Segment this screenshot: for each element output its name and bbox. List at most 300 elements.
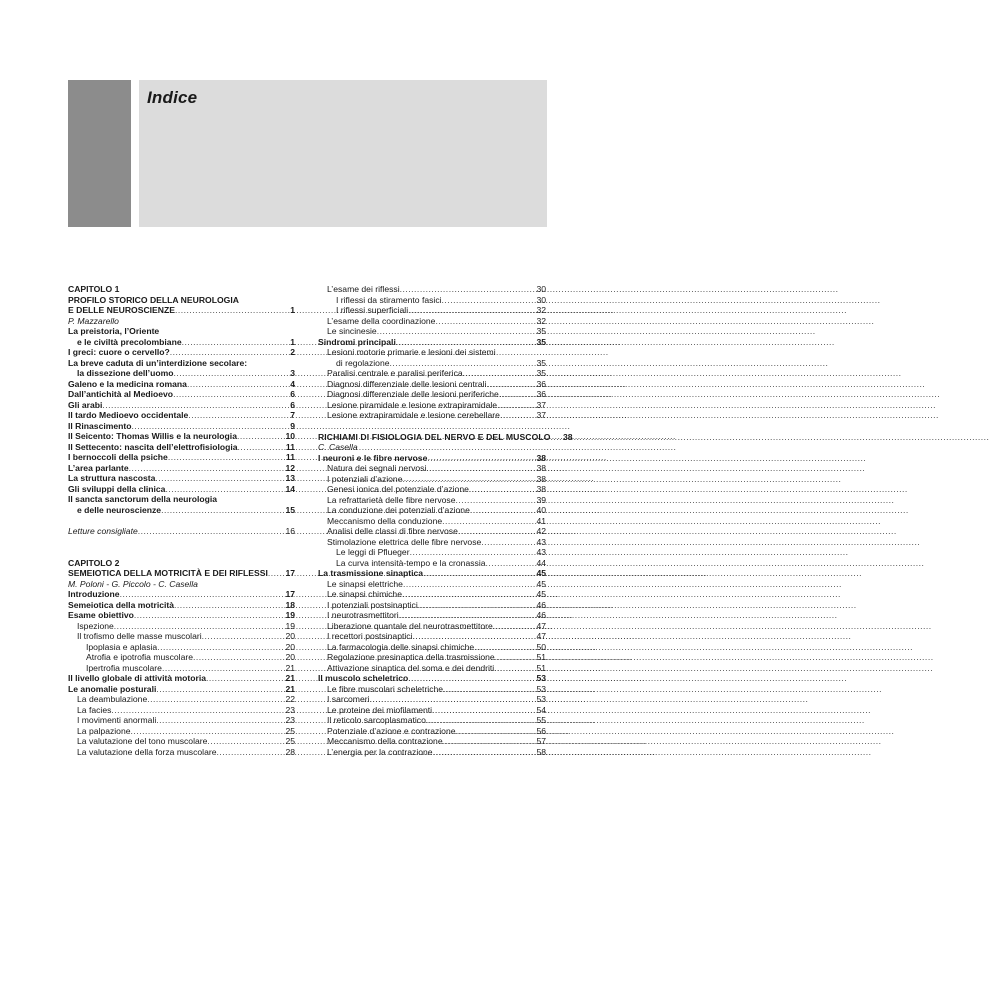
toc-entry[interactable] [318, 316, 546, 327]
toc-entry-page: 12 [285, 462, 295, 473]
toc-entry[interactable] [318, 736, 546, 747]
toc-entry-page: 35 [536, 336, 546, 347]
dot-leader [155, 473, 279, 484]
toc-entry[interactable] [68, 400, 295, 411]
toc-entry-title: Diagnosi differenziale delle lesioni periferiche. [327, 389, 502, 399]
toc-entry-page: 11 [285, 441, 295, 452]
toc-entry-page: 46 [536, 610, 546, 620]
dot-leader [443, 736, 530, 747]
dot-leader [114, 621, 279, 632]
toc-entry-page: 44 [536, 557, 546, 568]
toc-entry-title: Semeiotica della motricità [68, 599, 175, 610]
toc-entry[interactable] [318, 715, 546, 726]
dot-leader [170, 347, 279, 358]
toc-entry[interactable] [68, 705, 295, 716]
dot-leader [501, 389, 530, 400]
dot-leader [403, 579, 530, 590]
toc-entry-page: 37 [536, 399, 546, 410]
dot-leader [161, 505, 279, 516]
toc-entry-title: La facies [77, 704, 112, 715]
toc-entry[interactable] [318, 621, 546, 632]
toc-entry-page: 10 [285, 431, 295, 441]
toc-entry[interactable] [318, 295, 546, 306]
toc-entry-page: 45 [536, 578, 546, 589]
toc-entry[interactable] [68, 589, 295, 600]
dot-leader [188, 410, 279, 421]
toc-entry-page: 38 [536, 473, 546, 484]
toc-entry-page: 16 [285, 526, 295, 536]
toc-entry[interactable] [68, 442, 295, 453]
toc-entry[interactable] [68, 631, 295, 642]
toc-entry-page: 45 [536, 589, 546, 599]
toc-entry-title: Dall’antichità al Medioevo [68, 389, 174, 399]
toc-entry[interactable] [318, 305, 546, 316]
dot-leader [432, 705, 530, 716]
dot-leader [470, 505, 530, 516]
toc-entry[interactable] [68, 568, 295, 579]
toc-entry[interactable] [318, 337, 546, 348]
dot-leader [474, 642, 530, 653]
toc-entry[interactable] [318, 516, 546, 527]
toc-entry-page: 13 [285, 473, 295, 483]
toc-entry[interactable] [318, 474, 546, 485]
toc-entry-page: 18 [285, 599, 295, 610]
toc-entry-page: 3 [290, 368, 295, 378]
toc-entry[interactable] [318, 431, 573, 443]
toc-entry-page: 39 [536, 494, 546, 505]
dot-leader [500, 410, 530, 421]
toc-entry-page: 6 [290, 389, 295, 399]
toc-entry-page: 20 [285, 641, 295, 652]
toc-entry-title: di regolazione [336, 357, 390, 368]
toc-entry[interactable] [318, 547, 546, 558]
toc-entry[interactable] [68, 684, 295, 695]
dot-leader [423, 568, 530, 579]
toc-entry-title: RICHIAMI DI FISIOLOGIA DEL NERVO E DEL MUSCOLO [318, 431, 551, 442]
toc-entry[interactable] [68, 505, 295, 516]
toc-entry-page: 25 [285, 725, 295, 736]
dot-leader [426, 463, 530, 474]
toc-entry-title: La farmacologia delle sinapsi chimiche [327, 641, 475, 652]
toc-entry-title: Atrofia e ipotrofia muscolare [86, 652, 193, 662]
toc-entry-title: Sindromi principali [318, 336, 396, 347]
toc-entry-page: 43 [536, 536, 546, 547]
toc-entry-title: La deambulazione [77, 694, 148, 704]
toc-heading: CAPITOLO 1 [68, 284, 120, 294]
toc-entry[interactable] [68, 463, 295, 474]
toc-entry-page: 56 [536, 725, 546, 736]
toc-entry[interactable] [68, 621, 295, 632]
toc-entry[interactable] [68, 726, 295, 737]
toc-entry-page: 9 [290, 420, 295, 431]
toc-entry-page: 14 [285, 483, 295, 494]
dot-leader [131, 726, 279, 737]
dot-leader [237, 431, 279, 442]
toc-entry[interactable] [318, 410, 546, 421]
toc-entry-title: Le fibre muscolari scheletriche [327, 683, 444, 694]
toc-entry-page: 35 [536, 368, 546, 378]
toc-entry[interactable] [68, 600, 295, 611]
toc-entry-page: 57 [536, 736, 546, 746]
dot-leader [111, 705, 279, 716]
toc-entry-page: 17 [285, 589, 295, 599]
toc-entry-page: 38 [536, 452, 546, 463]
dot-leader [187, 379, 279, 390]
dot-leader [458, 526, 530, 537]
dot-leader [182, 337, 279, 348]
toc-entry[interactable] [68, 431, 295, 442]
toc-entry[interactable] [68, 389, 295, 400]
dot-leader [486, 379, 530, 390]
toc-entry-page: 45 [536, 568, 546, 578]
toc-entry-page: 11 [285, 452, 295, 462]
chapter-author: P. Mazzarello [68, 315, 119, 326]
toc-entry[interactable] [318, 526, 546, 537]
toc-entry-title: I recettori postsinaptici [327, 631, 413, 641]
toc-entry[interactable] [318, 379, 546, 390]
toc-heading: CAPITOLO 2 [68, 557, 120, 568]
toc-entry-title: Gli arabi [68, 399, 103, 410]
toc-entry[interactable] [318, 389, 546, 400]
toc-entry-title: I riflessi da stiramento fasici [336, 294, 442, 305]
toc-entry-title: Le sincinesie [327, 326, 377, 336]
toc-entry-title: Il Seicento: Thomas Willis e la neurologia [68, 431, 237, 441]
dot-leader [396, 337, 530, 348]
toc-entry[interactable] [318, 705, 546, 716]
toc-entry-page: 38 [536, 484, 546, 494]
toc-entry-title: Analisi delle classi di fibre nervose [327, 526, 458, 536]
toc-entry-page: 20 [285, 652, 295, 662]
toc-entry-title: L’area parlante [68, 462, 129, 473]
toc-entry-page: 30 [536, 284, 546, 294]
dot-leader [469, 484, 530, 495]
toc-entry[interactable] [68, 337, 295, 348]
dot-leader [156, 715, 279, 726]
toc-entry-title: Le sinapsi elettriche [327, 578, 403, 589]
toc-entry[interactable] [68, 694, 295, 705]
toc-entry-title: Le leggi di Pflueger [336, 547, 410, 557]
toc-entry[interactable] [68, 747, 295, 758]
toc-entry[interactable] [318, 505, 546, 516]
toc-entry[interactable] [68, 305, 295, 316]
toc-entry-title: Lesione piramidale e lesione extrapiramidale [327, 399, 498, 410]
dot-leader [486, 558, 530, 569]
toc-entry-page: 1 [290, 336, 295, 347]
toc-entry-page: 37 [536, 410, 546, 420]
toc-entry-title: Ipoplasia e aplasia [86, 641, 158, 652]
toc-entry-title: I neuroni e le fibre nervose [318, 452, 428, 463]
toc-entry-page: 35 [536, 357, 546, 368]
toc-entry-title: Paralisi centrale e paralisi periferica [327, 368, 463, 378]
toc-entry-title: Esame obiettivo [68, 610, 134, 620]
toc-entry-title: Il muscolo scheletrico [318, 673, 409, 683]
toc-entry-title: I movimenti anormali [77, 715, 157, 725]
toc-entry-page: 21 [285, 662, 295, 673]
dot-leader [120, 589, 279, 600]
toc-entry[interactable] [318, 537, 546, 548]
toc-entry-title: Il reticolo sarcoplasmatico [327, 715, 426, 725]
toc-entry-title: e delle neuroscienze [77, 504, 162, 515]
toc-entry-page: 53 [536, 694, 546, 704]
toc-entry-title: L’esame della coordinazione [327, 315, 436, 326]
toc-entry-title: Letture consigliate [68, 526, 138, 536]
dot-leader [443, 684, 530, 695]
toc-entry-page: 4 [290, 378, 295, 389]
dot-leader [268, 568, 279, 579]
dot-leader [193, 652, 279, 663]
toc-entry-page: 17 [285, 568, 295, 578]
toc-entry[interactable] [318, 652, 546, 663]
toc-entry-page: 28 [285, 746, 295, 757]
toc-entry[interactable] [318, 579, 546, 590]
toc-heading: La preistoria, l’Oriente [68, 326, 160, 336]
toc-entry[interactable] [68, 452, 295, 463]
toc-entry[interactable] [318, 453, 546, 464]
toc-entry[interactable] [68, 484, 295, 495]
toc-entry[interactable] [318, 642, 546, 653]
toc-entry-title: Il Rinascimento [68, 420, 132, 431]
toc-entry-title: La refrattarietà delle fibre nervose [327, 494, 456, 505]
dot-leader [157, 642, 279, 653]
toc-entry-page: 54 [536, 704, 546, 715]
toc-entry[interactable] [318, 495, 546, 506]
toc-entry-title: L’esame dei riflessi [327, 284, 400, 294]
dot-leader [174, 600, 279, 611]
toc-entry[interactable] [68, 421, 295, 432]
toc-entry-title: Introduzione [68, 589, 120, 599]
toc-entry-page: 47 [536, 620, 546, 631]
toc-entry[interactable] [318, 684, 546, 695]
toc-entry-title: Le proteine dei miofilamenti [327, 704, 433, 715]
toc-entry-title: L’energia per la contrazione [327, 746, 433, 757]
dot-leader [162, 663, 279, 674]
spacer [68, 537, 295, 558]
toc-entry-page: 46 [536, 599, 546, 610]
dot-leader [132, 421, 279, 432]
dot-leader [206, 673, 279, 684]
toc-entry-title: Potenziale d’azione e contrazione [327, 725, 456, 736]
toc-entry-title: Le sinapsi chimiche [327, 589, 402, 599]
toc-entry-title: Lesione extrapiramidale e lesione cerebellare [327, 410, 500, 420]
toc-entry-title: la dissezione dell’uomo [77, 368, 174, 378]
chapter-author: C. Casella [318, 442, 358, 452]
dot-leader [481, 537, 530, 548]
dot-leader [173, 389, 279, 400]
dot-leader [402, 589, 530, 600]
dot-leader [413, 631, 531, 642]
title-band [139, 80, 547, 227]
toc-entry-page: 19 [285, 620, 295, 631]
toc-entry-title: Le anomalie posturali [68, 683, 157, 694]
toc-entry-title: Ipertrofia muscolare [86, 662, 162, 673]
dot-leader [129, 463, 279, 474]
toc-entry-page: 40 [536, 505, 546, 515]
dot-leader [456, 726, 530, 737]
toc-line: Lesioni motorie primarie e lesioni dei sistemi [327, 347, 496, 357]
toc-entry[interactable] [318, 631, 546, 642]
dot-leader [390, 358, 530, 369]
toc-entry-page: 47 [536, 631, 546, 641]
toc-entry-page: 51 [536, 662, 546, 673]
toc-entry-page: 41 [536, 515, 546, 526]
toc-entry-title: I potenziali d’azione [327, 473, 403, 484]
dot-leader [399, 610, 530, 621]
toc-entry-title: Gli sviluppi della clinica [68, 483, 166, 494]
toc-entry-title: La struttura nascosta [68, 473, 156, 483]
toc-entry-page: 50 [536, 641, 546, 652]
toc-entry-page: 23 [285, 715, 295, 725]
toc-entry-page: 19 [285, 610, 295, 620]
toc-entry-title: La valutazione del tono muscolare [77, 736, 208, 746]
dot-leader [433, 747, 530, 758]
toc-entry-page: 30 [536, 294, 546, 305]
toc-entry[interactable] [318, 726, 546, 737]
dot-leader [408, 305, 530, 316]
toc-entry[interactable] [318, 694, 546, 705]
toc-entry-page: 51 [536, 652, 546, 662]
toc-entry[interactable] [68, 663, 295, 674]
dot-leader [442, 516, 530, 527]
toc-entry-page: 20 [285, 631, 295, 641]
toc-entry-title: E DELLE NEUROSCIENZE [68, 305, 175, 315]
toc-entry-page: 42 [536, 526, 546, 536]
toc-entry[interactable] [68, 368, 295, 379]
dot-leader [217, 747, 280, 758]
dot-leader [427, 453, 530, 464]
toc-entry[interactable] [318, 284, 546, 295]
toc-entry[interactable] [318, 600, 546, 611]
toc-entry-title: Stimolazione elettrica delle fibre nervose [327, 536, 482, 547]
toc-entry-title: La valutazione della forza muscolare [77, 746, 217, 757]
toc-entry-title: I bernoccoli della psiche [68, 452, 168, 462]
toc-entry[interactable] [318, 747, 546, 758]
dot-leader [173, 368, 279, 379]
toc-entry[interactable] [318, 368, 546, 379]
dot-leader [493, 621, 530, 632]
chapter-tab-block [68, 80, 131, 227]
dot-leader [418, 600, 530, 611]
toc-entry[interactable] [68, 410, 295, 421]
dot-leader [410, 547, 530, 558]
toc-entry-title: Regolazione presinaptica della trasmissione [327, 652, 495, 662]
toc-entry-page: 53 [536, 673, 546, 683]
dot-leader [408, 673, 530, 684]
toc-entry-page: 7 [290, 410, 295, 420]
dot-leader [138, 526, 279, 537]
toc-entry[interactable] [318, 358, 546, 369]
chapter-author: M. Poloni - G. Piccolo - C. Casella [68, 578, 198, 589]
spacer [68, 515, 295, 526]
dot-leader [370, 694, 531, 705]
dot-leader [156, 684, 279, 695]
toc-entry-title: Il Settecento: nascita dell’elettrofisiologia [68, 441, 238, 452]
dot-leader [442, 295, 530, 306]
toc-left-column [68, 284, 295, 757]
dot-leader [463, 368, 530, 379]
toc-entry-page: 55 [536, 715, 546, 725]
toc-entry-title: Galeno e la medicina romana [68, 378, 187, 389]
dot-leader [403, 474, 531, 485]
toc-entry-page: 35 [536, 326, 546, 336]
dot-leader [238, 442, 279, 453]
toc-entry[interactable] [68, 642, 295, 653]
dot-leader [175, 305, 279, 316]
toc-entry-page: 38 [562, 431, 573, 442]
toc-right-column [318, 284, 573, 757]
dot-leader [456, 495, 531, 506]
toc-entry[interactable] [68, 610, 295, 621]
toc-entry-title: Attivazione sinaptica del soma e dei dendriti [327, 662, 495, 673]
toc-entry-title: I neurotrasmettitori [327, 610, 399, 620]
toc-entry-title: La trasmissione sinaptica [318, 568, 424, 578]
toc-entry[interactable] [318, 589, 546, 600]
dot-leader [134, 610, 279, 621]
toc-entry[interactable] [68, 379, 295, 390]
toc-entry-page: 2 [290, 347, 295, 357]
toc-entry-title: Genesi ionica del potenziale d’azione [327, 484, 469, 494]
toc-entry[interactable] [68, 715, 295, 726]
toc-entry[interactable] [68, 736, 295, 747]
toc-entry[interactable] [318, 568, 546, 579]
toc-entry-page: 1 [290, 305, 295, 315]
toc-entry[interactable] [68, 526, 295, 537]
toc-entry[interactable] [68, 473, 295, 484]
toc-entry-title: Il livello globale di attività motoria [68, 673, 207, 683]
toc-entry[interactable] [318, 610, 546, 621]
toc-entry-title: Meccanismo della contrazione [327, 736, 443, 746]
toc-entry-page: 36 [536, 389, 546, 399]
toc-entry-page: 38 [536, 463, 546, 473]
toc-entry-page: 23 [285, 704, 295, 715]
toc-heading: La breve caduta di un’interdizione secolare: [68, 357, 248, 368]
dot-leader [494, 663, 530, 674]
toc-entry[interactable] [318, 400, 546, 411]
toc-heading: Il sancta sanctorum della neurologia [68, 494, 217, 504]
toc-entry[interactable] [318, 463, 546, 474]
toc-entry-page: 21 [285, 683, 295, 694]
toc-entry-page: 53 [536, 683, 546, 694]
toc-entry[interactable] [318, 326, 546, 337]
dot-leader [426, 715, 530, 726]
toc-entry[interactable] [318, 663, 546, 674]
dot-leader [202, 631, 279, 642]
toc-entry[interactable] [318, 558, 546, 569]
toc-entry-title: I sarcomeri [327, 694, 370, 704]
toc-entry[interactable] [68, 347, 295, 358]
page-title: Indice [147, 88, 198, 107]
toc-entry[interactable] [68, 652, 295, 663]
toc-entry[interactable] [68, 673, 295, 684]
toc-entry-title: Meccanismo della conduzione [327, 515, 443, 526]
toc-entry-page: 22 [285, 694, 295, 704]
dot-leader [168, 452, 279, 463]
toc-entry-title: I riflessi superficiali [336, 305, 409, 315]
toc-entry-title: Liberazione quantale del neurotrasmettitore [327, 620, 493, 631]
dot-leader [497, 400, 530, 411]
toc-entry-title: Diagnosi differenziale delle lesioni centrali [327, 378, 487, 389]
toc-entry-title: La palpazione [77, 725, 131, 736]
toc-entry-title: Il trofismo delle masse muscolari [77, 631, 202, 641]
toc-entry-page: 6 [290, 399, 295, 410]
dot-leader [102, 400, 279, 411]
toc-entry-page: 21 [285, 673, 295, 683]
toc-entry[interactable] [318, 484, 546, 495]
toc-entry-title: Il tardo Medioevo occidentale [68, 410, 189, 420]
toc-entry[interactable] [318, 673, 546, 684]
toc-entry-title: I greci: cuore o cervello? [68, 347, 170, 357]
toc-entry-title: I potenziali postsinaptici [327, 599, 418, 610]
toc-heading: PROFILO STORICO DELLA NEUROLOGIA [68, 294, 239, 305]
